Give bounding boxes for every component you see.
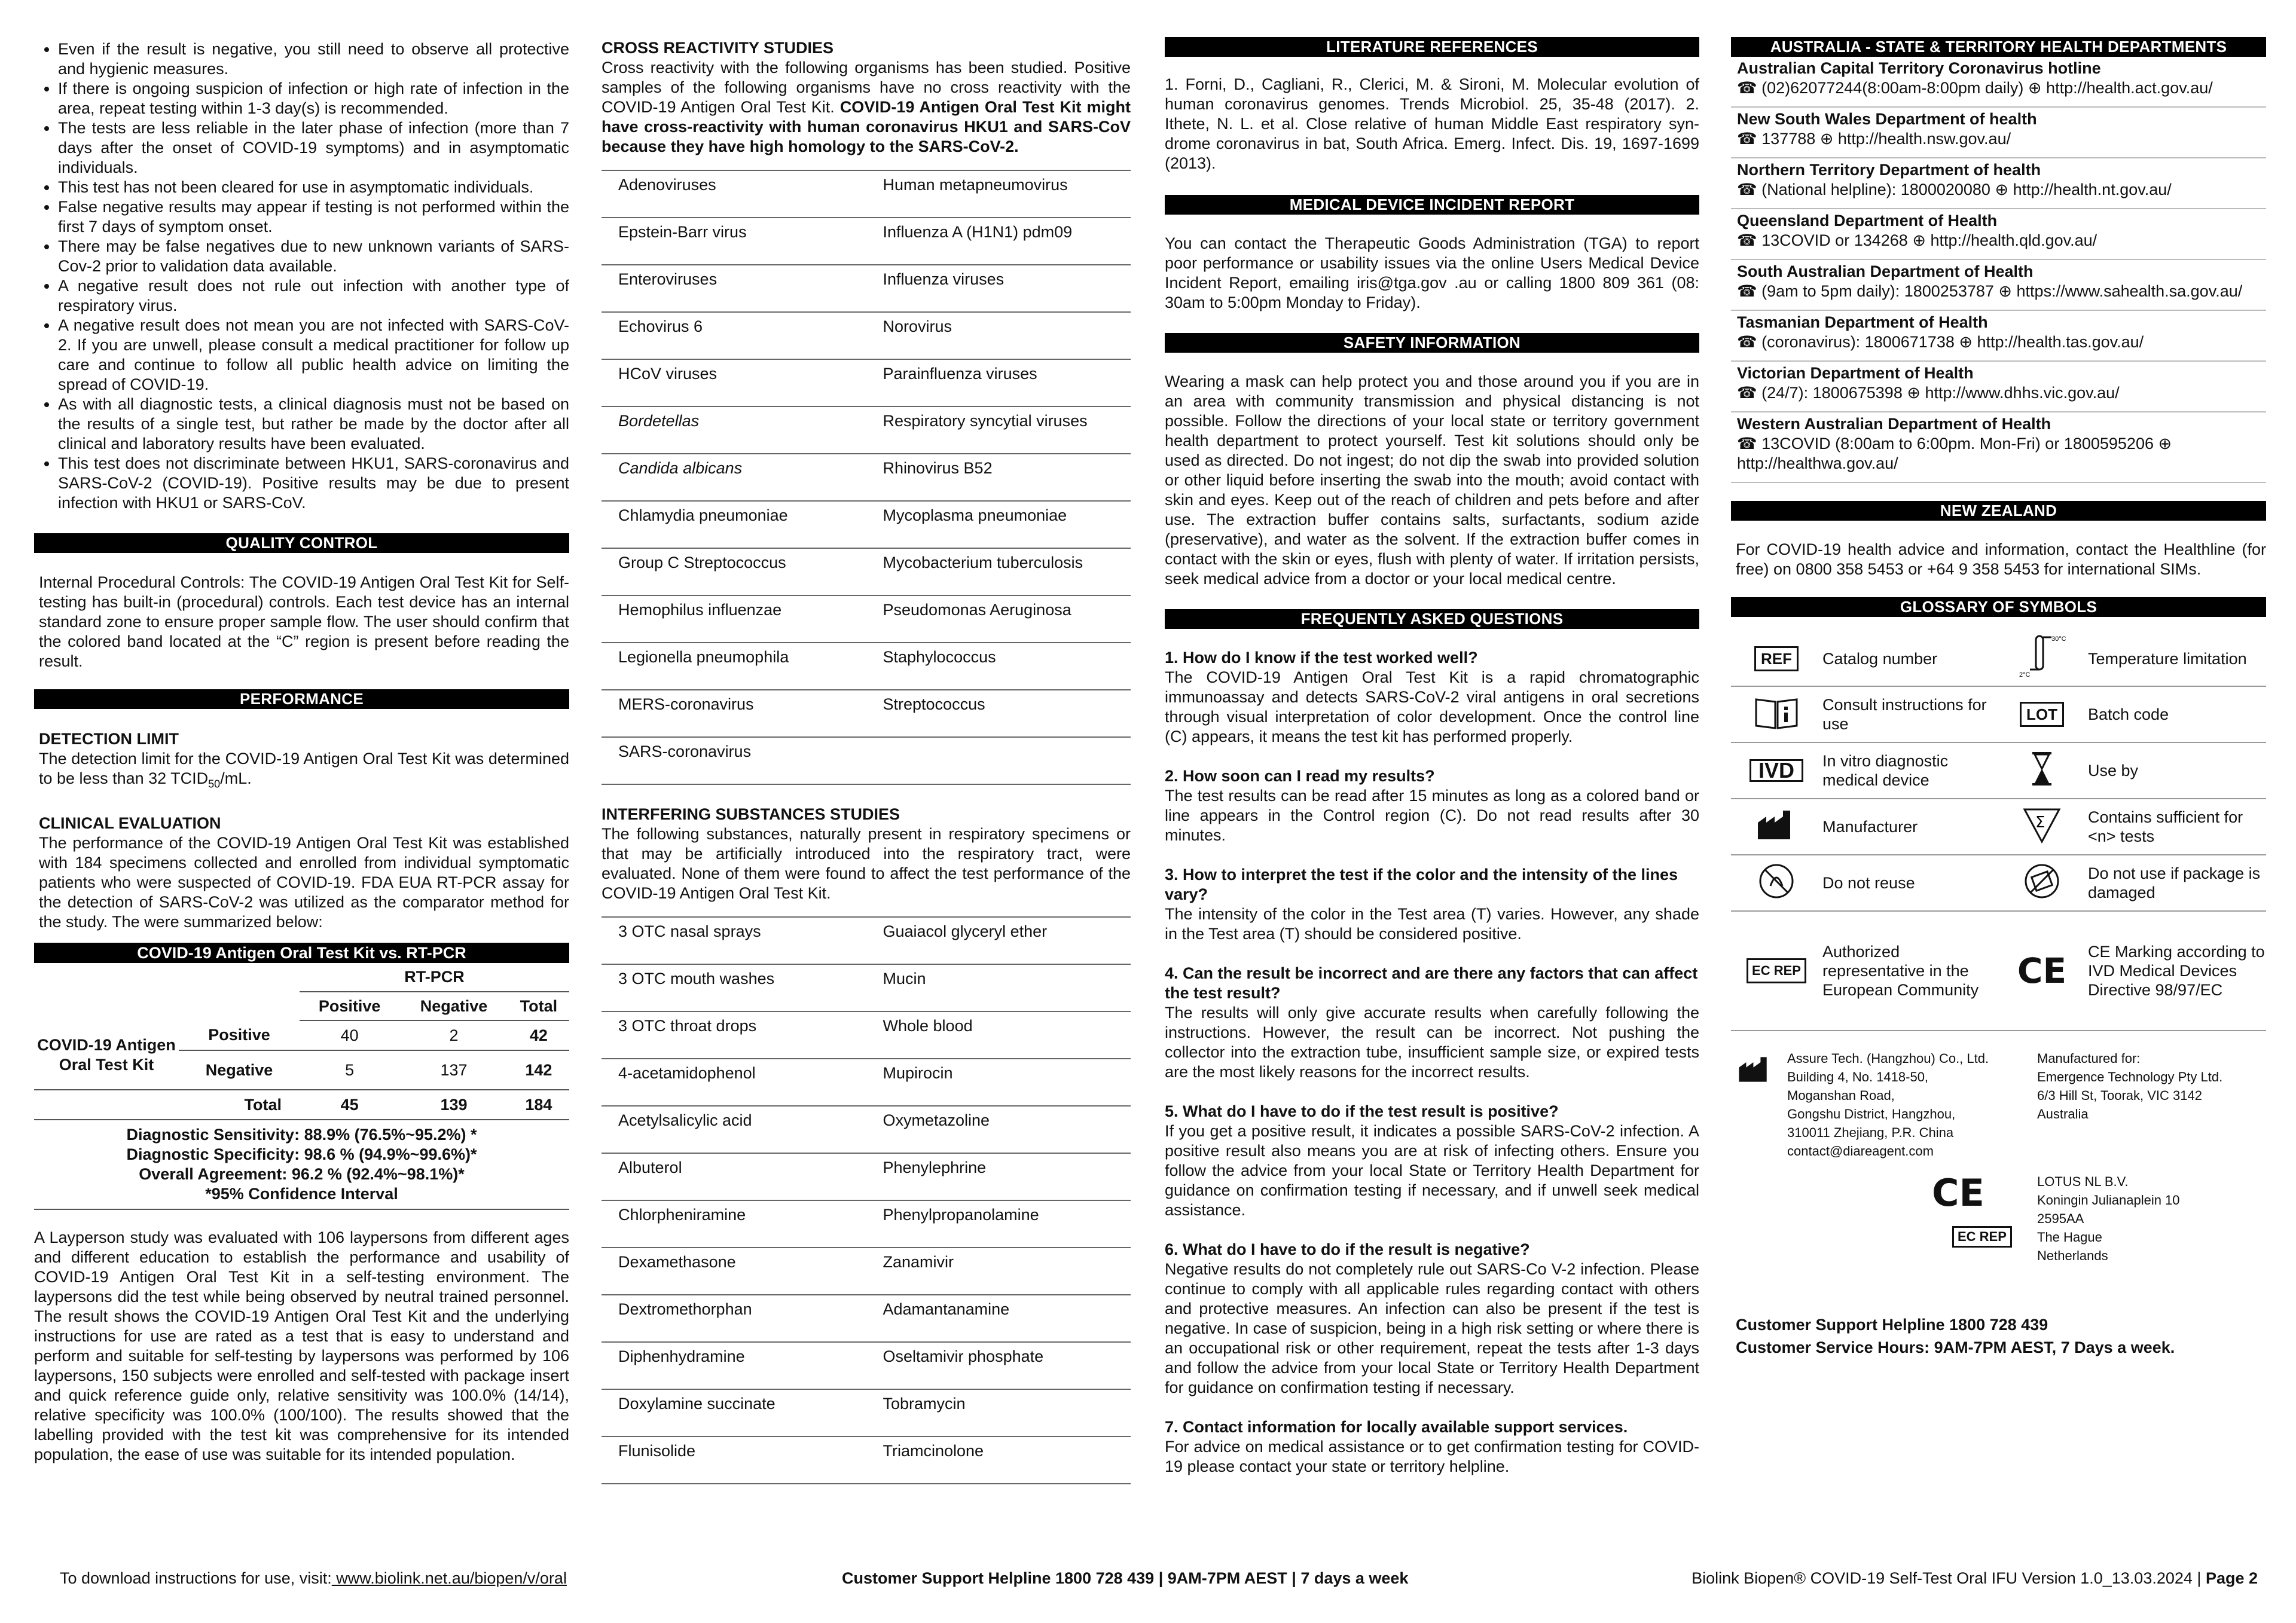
- table-cell: Legionella pneumophila: [602, 643, 866, 690]
- table-cell: Parainfluenza viruses: [866, 359, 1131, 406]
- table-cell: Chlorpheniramine: [602, 1200, 866, 1248]
- department-website[interactable]: http://health.nt.gov.au/: [2013, 181, 2172, 198]
- table-cell: Doxylamine succinate: [602, 1389, 866, 1436]
- symbols-table: [1731, 631, 2266, 1031]
- department-contact: [1737, 332, 2266, 352]
- department-entry: [1731, 108, 2266, 158]
- table-cell: Whole blood: [866, 1011, 1131, 1059]
- department-website[interactable]: https://www.sahealth.sa.gov.au/: [2016, 282, 2243, 300]
- quality-control-text: Internal Procedural Controls: The COVID-19 Antigen Oral Test Kit for Self-testing has built-in (procedural) controls. Each test device has an internal standard zone to ensure proper sample flow. The user should confirm that the colored band located at the “C” region is present before reading the result.: [39, 573, 569, 670]
- table-row: IVD In vitro diagnostic medical device Use by: [1731, 742, 2266, 799]
- department-website[interactable]: http://health.tas.gov.au/: [1977, 333, 2144, 351]
- department-website[interactable]: http://health.nsw.gov.au/: [1837, 130, 2011, 148]
- department-website[interactable]: http://health.qld.gov.au/: [1930, 231, 2097, 249]
- faq-item: 7. Contact information for locally available support services. For advice on medical assistance or to get confirmation testing for COVID-19 please contact your state or territory helpline.: [1165, 1418, 1699, 1475]
- table-cell: SARS-coronavirus: [602, 737, 866, 784]
- table-row: [602, 1248, 1131, 1295]
- col-header: Positive: [300, 992, 399, 1020]
- table-row: [602, 1436, 1131, 1484]
- table-cell: [866, 737, 1131, 784]
- footer-version: Biolink Biopen® COVID-19 Self-Test Oral IFU Version 1.0_13.03.2024 | Page 2: [1692, 1569, 2258, 1587]
- table-row: [602, 501, 1131, 548]
- glossary-heading: GLOSSARY OF SYMBOLS: [1731, 597, 2266, 617]
- table-cell: 4-acetamidophenol: [602, 1059, 866, 1106]
- table-cell: HCoV viruses: [602, 359, 866, 406]
- row-group-label: COVID-19 Antigen Oral Test Kit: [34, 1020, 179, 1090]
- literature-heading: LITERATURE REFERENCES: [1165, 37, 1699, 57]
- table-row: [602, 643, 1131, 690]
- table-cell: Mucin: [866, 964, 1131, 1011]
- table-cell: Mupirocin: [866, 1059, 1131, 1106]
- department-contact: [1737, 180, 2266, 200]
- table-cell: Phenylpropanolamine: [866, 1200, 1131, 1248]
- table-cell: Enteroviruses: [602, 265, 866, 312]
- table-row: Total 45 139 184: [34, 1090, 569, 1120]
- download-link[interactable]: www.biolink.net.au/biopen/v/oral: [331, 1569, 567, 1587]
- faq-item: 5. What do I have to do if the test result is positive? If you get a positive result, it indicates a possible SARS-CoV-2 infection. A positive result also means you are at risk of infecting others. Ensure you follow the advice from your local State or Territory Health Department for guidance on confirmation testing if necessary, and if unwell seek medical assistance.: [1165, 1102, 1699, 1219]
- department-name: Victorian Department of Health: [1737, 364, 1974, 382]
- table-cell: Dexamethasone: [602, 1248, 866, 1295]
- ref-icon: REF: [1731, 631, 1822, 686]
- literature-text: 1. Forni, D., Cagliani, R., Clerici, M. & Sironi, M. Molecular evolution of human coronavirus genomes. Trends Microbiol. 25, 35-48 (2017). 2. Ithete, N. L. et al. Close relative of human Middle East respiratory syn-drome coronavirus in bat, South Africa. Emerg. Infect. Dis. 19, 1697-1699 (2013).: [1165, 75, 1699, 172]
- phone-icon: ☎: [1737, 435, 1762, 453]
- table-cell: 3 OTC nasal sprays: [602, 917, 866, 964]
- table-cell: Adamantanamine: [866, 1295, 1131, 1342]
- table-row: [602, 1389, 1131, 1436]
- limitations-list: [34, 39, 569, 513]
- table-row: [602, 1011, 1131, 1059]
- list-item: • The tests are less reliable in the later phase of infection (more than 7 days after the onset of COVID-19 symptoms) and in asymptomatic individuals.: [58, 118, 569, 178]
- table-row: [602, 595, 1131, 643]
- table-cell: Echovirus 6: [602, 312, 866, 359]
- factory-icon: [1731, 799, 1822, 855]
- svg-text:Σ: Σ: [2035, 813, 2045, 832]
- department-name: Tasmanian Department of Health: [1737, 313, 1988, 331]
- table-cell: Staphylococcus: [866, 643, 1131, 690]
- ec-rep-address: LOTUS NL B.V. Koningin Julianaplein 10 2595AA The Hague Netherlands: [2037, 1174, 2180, 1263]
- list-item: • False negative results may appear if testing is not performed within the first 7 days of symptom onset.: [58, 197, 569, 237]
- cross-reactivity-heading: CROSS REACTIVITY STUDIES: [602, 39, 834, 57]
- clinical-evaluation-heading: CLINICAL EVALUATION: [39, 814, 221, 833]
- table-cell: Group C Streptococcus: [602, 548, 866, 595]
- globe-icon: ⊕: [2028, 79, 2047, 97]
- department-contact: [1737, 383, 2266, 403]
- table-cell: Chlamydia pneumoniae: [602, 501, 866, 548]
- layperson-study-text: A Layperson study was evaluated with 106 laypersons from different ages and different education to establish the performance and usability of COVID-19 Antigen Oral Test Kit in a self-testing environment. The laypersons did the test while being observed by neutral trained personnel. The result shows the COVID-19 Antigen Oral Test Kit and the underlying instructions for use are rated as a test that is easy to understand and perform and suitable for self-testing by laypersons was performed by 106 laypersons, 150 subjects were enrolled and self-tested with package insert and quick reference guide only, relative sensitivity was 100.0% (14/14), relative specificity was 100.0% (100/100). The results showed that the labelling provided with the test kit was comprehensive for its intended population, the ease of use was suitable for its intended population.: [34, 1228, 569, 1464]
- table-cell: Respiratory syncytial viruses: [866, 406, 1131, 454]
- thermometer-icon: [1996, 631, 2087, 686]
- substances-table: [602, 916, 1131, 1484]
- table-row: [602, 312, 1131, 359]
- department-entry: [1731, 158, 2266, 209]
- table-cell: Adenoviruses: [602, 170, 866, 218]
- department-phone: (National helpline): 1800020080: [1761, 181, 1990, 198]
- ivd-icon: IVD: [1731, 742, 1822, 799]
- list-item: • This test does not discriminate between HKU1, SARS-coronavirus and SARS-CoV-2 (COVID-19). Positive results may be due to present infection with HKU1 or SARS-CoV.: [58, 454, 569, 513]
- department-website[interactable]: http://healthwa.gov.au/: [1737, 454, 1898, 472]
- col-header: Total: [508, 992, 569, 1020]
- confidence-note: *95% Confidence Interval: [205, 1185, 398, 1203]
- factory-icon: [1737, 1055, 1773, 1084]
- sensitivity: Diagnostic Sensitivity: 88.9% (76.5%~95.2%) *: [126, 1126, 477, 1144]
- damaged-package-icon: [1996, 855, 2087, 911]
- footer-helpline: Customer Support Helpline 1800 728 439 | 9AM-7PM AEST | 7 days a week: [842, 1569, 1409, 1587]
- quality-control-heading: QUALITY CONTROL: [34, 533, 569, 553]
- manufactured-for-address: Manufactured for: Emergence Technology Pty Ltd. 6/3 Hill St, Toorak, VIC 3142 Australia: [2037, 1051, 2223, 1121]
- table-cell: Mycoplasma pneumoniae: [866, 501, 1131, 548]
- department-phone: 13COVID (8:00am to 6:00pm. Mon-Fri) or 1800595206: [1761, 435, 2154, 453]
- table-cell: 3 OTC mouth washes: [602, 964, 866, 1011]
- department-name: South Australian Department of Health: [1737, 262, 2034, 280]
- department-entry: [1731, 311, 2266, 362]
- table-row: [602, 265, 1131, 312]
- book-info-icon: [1731, 686, 1822, 742]
- phone-icon: ☎: [1737, 181, 1762, 198]
- svg-text:2°C: 2°C: [2019, 671, 2031, 678]
- table-row: [602, 690, 1131, 737]
- table-row: [602, 170, 1131, 218]
- phone-icon: ☎: [1737, 333, 1762, 351]
- list-item: • A negative result does not rule out infection with another type of respiratory virus.: [58, 276, 569, 316]
- globe-icon: ⊕: [1912, 231, 1931, 249]
- department-phone: 137788: [1761, 130, 1816, 148]
- globe-icon: ⊕: [1819, 130, 1838, 148]
- incident-report-heading: MEDICAL DEVICE INCIDENT REPORT: [1165, 195, 1699, 215]
- phone-icon: ☎: [1737, 130, 1762, 148]
- organisms-table: [602, 170, 1131, 785]
- manufacturer-address: Assure Tech. (Hangzhou) Co., Ltd. Building 4, No. 1418-50, Moganshan Road, Gongshu District, Hangzhou, 310011 Zhejiang, P.R. China contact@diareagent.com: [1787, 1051, 1989, 1159]
- service-hours-text: Customer Service Hours: 9AM-7PM AEST, 7 Days a week.: [1736, 1338, 2175, 1356]
- table-cell: Tobramycin: [866, 1389, 1131, 1436]
- department-phone: 13COVID or 134268: [1761, 231, 1908, 249]
- new-zealand-text: For COVID-19 health advice and information, contact the Healthline (for free) on 0800 358 5453 or +64 9 358 5453 for international SIMs.: [1736, 540, 2266, 578]
- ec-rep-icon: EC REP: [1952, 1226, 2012, 1248]
- table-cell: Phenylephrine: [866, 1153, 1131, 1200]
- table-cell: Rhinovirus B52: [866, 454, 1131, 501]
- table-cell: Norovirus: [866, 312, 1131, 359]
- globe-icon: ⊕: [1995, 181, 2013, 198]
- new-zealand-heading: NEW ZEALAND: [1731, 501, 2266, 521]
- department-website[interactable]: http://www.dhhs.vic.gov.au/: [1925, 384, 2120, 402]
- interfering-substances-text: The following substances, naturally present in respiratory specimens or that may be artificially introduced into the respiratory tract, were evaluated. None of them were found to affect the test performance of the COVID-19 Antigen Oral Test Kit.: [602, 825, 1131, 902]
- col-header: Negative: [399, 992, 508, 1020]
- faq-item: 6. What do I have to do if the result is negative? Negative results do not completely rule out SARS-Co V-2 infection. Please continue to comply with all applicable rules regarding contact with others and protective measures. An infection can also be present if the test is negative. In case of suspicion, being in a high risk setting or where there is an occupational risk or other requirement, repeat the tests after 1-3 days and follow the advice from your local State or Territory Health Department for guidance on confirmation testing if necessary.: [1165, 1240, 1699, 1396]
- globe-icon: ⊕: [1959, 333, 1977, 351]
- departments-list: [1731, 57, 2266, 483]
- performance-heading: PERFORMANCE: [34, 689, 569, 709]
- department-contact: [1737, 129, 2266, 149]
- list-item: • As with all diagnostic tests, a clinical diagnosis must not be based on the results of a single test, but rather be made by the doctor after all clinical and laboratory results have been evaluated.: [58, 395, 569, 454]
- department-entry: [1731, 57, 2266, 108]
- department-phone: (9am to 5pm daily): 1800253787: [1761, 282, 1994, 300]
- table-row: [602, 1106, 1131, 1153]
- svg-text:30°C: 30°C: [2051, 635, 2066, 643]
- table-row: [602, 737, 1131, 784]
- department-entry: [1731, 362, 2266, 412]
- table-row: [602, 454, 1131, 501]
- ce-mark-icon: CE: [1932, 1171, 1984, 1215]
- faq-item: 3. How to interpret the test if the color and the intensity of the lines vary? The intensity of the color in the Test area (T) varies. However, any shade in the Test area (T) should be considered positive.: [1165, 866, 1699, 943]
- table-cell: 3 OTC throat drops: [602, 1011, 866, 1059]
- table-cell: Candida albicans: [602, 454, 866, 501]
- interfering-substances-heading: INTERFERING SUBSTANCES STUDIES: [602, 805, 900, 823]
- clinical-evaluation-text: The performance of the COVID-19 Antigen Oral Test Kit was established with 184 specimens collected and enrolled from individual symptomatic patients who were suspected of COVID-19. FDA EUA RT-PCR assay for the detection of SARS-CoV-2 was utilized as the comparator method for the study. The were summarized below:: [39, 834, 569, 931]
- table-cell: Dextromethorphan: [602, 1295, 866, 1342]
- table-row: COVID-19 Antigen Oral Test Kit Positive 40 2 42: [34, 1020, 569, 1050]
- table-cell: Guaiacol glyceryl ether: [866, 917, 1131, 964]
- detection-limit-heading: DETECTION LIMIT: [39, 730, 179, 748]
- list-item: • Even if the result is negative, you still need to observe all protective and hygienic measures.: [58, 39, 569, 79]
- phone-icon: ☎: [1737, 384, 1762, 402]
- faq-heading: FREQUENTLY ASKED QUESTIONS: [1165, 609, 1699, 629]
- department-website[interactable]: http://health.act.gov.au/: [2046, 79, 2213, 97]
- manufacturer-block: [1731, 1049, 2266, 1306]
- rt-pcr-header: RT-PCR: [300, 963, 569, 992]
- department-contact: [1737, 282, 2266, 301]
- performance-table-title: COVID-19 Antigen Oral Test Kit vs. RT-PCR: [34, 943, 569, 963]
- table-cell: Influenza viruses: [866, 265, 1131, 312]
- table-row: [602, 1059, 1131, 1106]
- ce-mark-icon: CE: [1996, 911, 2087, 1031]
- table-cell: Mycobacterium tuberculosis: [866, 548, 1131, 595]
- department-name: Northern Territory Department of health: [1737, 161, 2041, 179]
- overall-agreement: Overall Agreement: 96.2 % (92.4%~98.1%)*: [139, 1165, 465, 1184]
- table-row: [602, 359, 1131, 406]
- cross-reactivity-text: Cross reactivity with the following organisms has been studied. Positive samples of the following organisms have no cross reactivity with the COVID-19 Antigen Oral Test Kit. COVID-19 Antigen Oral Test Kit might have cross-reactivity with human coronavirus HKU1 and SARS-CoV because they have high homology to the SARS-CoV-2.: [602, 59, 1131, 155]
- faq-item: 2. How soon can I read my results? The test results can be read after 15 minutes as long as a colored band or line appears in the Control region (C). Do not read results after 30 minutes.: [1165, 767, 1699, 844]
- department-contact: [1737, 78, 2266, 98]
- table-cell: Oseltamivir phosphate: [866, 1342, 1131, 1389]
- table-cell: Oxymetazoline: [866, 1106, 1131, 1153]
- table-row: [602, 1295, 1131, 1342]
- helpline-text: Customer Support Helpline 1800 728 439: [1736, 1316, 2048, 1334]
- table-cell: Flunisolide: [602, 1436, 866, 1484]
- table-row: Negative 5 137 142: [34, 1050, 569, 1090]
- department-entry: [1731, 209, 2266, 260]
- table-cell: Pseudomonas Aeruginosa: [866, 595, 1131, 643]
- phone-icon: ☎: [1737, 231, 1762, 249]
- table-cell: Acetylsalicylic acid: [602, 1106, 866, 1153]
- list-item: • This test has not been cleared for use in asymptomatic individuals.: [58, 178, 569, 197]
- table-row: [602, 1200, 1131, 1248]
- department-phone: (24/7): 1800675398: [1761, 384, 1903, 402]
- table-row: REF Catalog number 30°C 2°C Temperature limitation: [1731, 631, 2266, 686]
- table-cell: Hemophilus influenzae: [602, 595, 866, 643]
- phone-icon: ☎: [1737, 282, 1762, 300]
- department-name: Western Australian Department of Health: [1737, 415, 2051, 433]
- department-name: New South Wales Department of health: [1737, 110, 2037, 128]
- table-row: EC REP Authorized representative in the European Community CE CE Marking according to IVD Medical Devices Directive 98/97/EC: [1731, 911, 2266, 1031]
- table-row: [602, 406, 1131, 454]
- faq-item: 4. Can the result be incorrect and are there any factors that can affect the test result? The results will only give accurate results when carefully following the instructions. However, the result can be incorrect. Not pushing the collector into the extraction tube, insufficient sample size, or expired tests are the most likely reasons for the incorrect results.: [1165, 964, 1699, 1081]
- globe-icon: ⊕: [1907, 384, 1925, 402]
- department-name: Queensland Department of Health: [1737, 212, 1998, 230]
- column-2: [602, 37, 1131, 1484]
- table-cell: Triamcinolone: [866, 1436, 1131, 1484]
- department-phone: (02)62077244(8:00am-8:00pm daily): [1761, 79, 2024, 97]
- table-cell: Zanamivir: [866, 1248, 1131, 1295]
- australia-departments-heading: AUSTRALIA - STATE & TERRITORY HEALTH DEPARTMENTS: [1731, 37, 2266, 57]
- department-contact: [1737, 231, 2266, 250]
- safety-text: Wearing a mask can help protect you and those around you if you are in an area with community transmission and physical distancing is not possible. Follow the directions of your local state or territory government health department to protect yourself. Test kit solutions should only be used as directed. Do not ingest; do not dip the swab into provided solution or other liquid before inserting the swab into the mouth; avoid contact with skin and eyes. Keep out of the reach of children and pets before and after use. The extraction buffer contains salts, surfactants, sodium azide (preservative), and water as the solvent. If the extraction buffer comes in contact with the skin or eyes, flush with plenty of water. If irritation persists, seek medical advice from a doctor or your local medical centre.: [1165, 372, 1699, 588]
- page-number: Page 2: [2205, 1569, 2258, 1587]
- list-item: • There may be false negatives due to new unknown variants of SARS-Cov-2 prior to validation data available.: [58, 237, 569, 276]
- department-entry: [1731, 412, 2266, 483]
- department-phone: (coronavirus): 1800671738: [1761, 333, 1955, 351]
- column-3: [1165, 37, 1699, 1477]
- table-row: [602, 1342, 1131, 1389]
- globe-icon: ⊕: [1998, 282, 2017, 300]
- table-cell: Epstein-Barr virus: [602, 218, 866, 265]
- lot-icon: LOT: [1996, 686, 2087, 742]
- table-row: [602, 964, 1131, 1011]
- table-cell: Diphenhydramine: [602, 1342, 866, 1389]
- table-row: [602, 548, 1131, 595]
- no-reuse-icon: [1731, 855, 1822, 911]
- sigma-icon: [1996, 799, 2087, 855]
- table-row: [602, 218, 1131, 265]
- table-cell: Albuterol: [602, 1153, 866, 1200]
- performance-table: [34, 963, 569, 1120]
- safety-heading: SAFETY INFORMATION: [1165, 333, 1699, 353]
- footer-download: To download instructions for use, visit: www.biolink.net.au/biopen/v/oral: [60, 1569, 567, 1587]
- table-row: Consult instructions for use LOT Batch code: [1731, 686, 2266, 742]
- department-name: Australian Capital Territory Coronavirus hotline: [1737, 59, 2101, 77]
- ec-rep-icon: EC REP: [1731, 911, 1822, 1031]
- specificity: Diagnostic Specificity: 98.6 % (94.9%~99.6%)*: [126, 1145, 477, 1164]
- hourglass-icon: [1996, 742, 2087, 799]
- list-item: • If there is ongoing suspicion of infection or high rate of infection in the area, repeat testing within 1-3 day(s) is recommended.: [58, 79, 569, 118]
- table-cell: Bordetellas: [602, 406, 866, 454]
- department-contact: [1737, 434, 2266, 473]
- incident-report-text: You can contact the Therapeutic Goods Administration (TGA) to report poor performance or usability issues via the online Users Medical Device Incident Report, emailing iris@tga.gov .au or calling 1800 809 361 (08: 30am to 5:00pm Monday to Friday).: [1165, 234, 1699, 311]
- table-row: [602, 1153, 1131, 1200]
- list-item: • A negative result does not mean you are not infected with SARS-CoV-2. If you are unwell, please consult a medical practitioner for follow up care and continue to follow all public health advice on limiting the spread of COVID-19.: [58, 316, 569, 395]
- table-row: Manufacturer Σ Contains sufficient for <n> tests: [1731, 799, 2266, 855]
- phone-icon: ☎: [1737, 79, 1762, 97]
- faq-item: 1. How do I know if the test worked well? The COVID-19 Antigen Oral Test Kit is a rapid chromatographic immunoassay and detects SARS-CoV-2 viral antigens in oral secretions through visual interpretation of color development. Once the control line (C) appears, it means the test kit has performed properly.: [1165, 649, 1699, 745]
- column-1: [34, 37, 569, 1465]
- globe-icon: ⊕: [2158, 435, 2172, 453]
- column-4: [1731, 37, 2266, 1359]
- table-cell: MERS-coronavirus: [602, 690, 866, 737]
- table-row: [602, 917, 1131, 964]
- table-cell: Streptococcus: [866, 690, 1131, 737]
- table-cell: Influenza A (H1N1) pdm09: [866, 218, 1131, 265]
- table-row: Do not reuse Do not use if package is damaged: [1731, 855, 2266, 911]
- detection-limit-text: The detection limit for the COVID-19 Antigen Oral Test Kit was determined to be less than 32 $TCID_{50}/mL$.: [39, 750, 569, 790]
- table-cell: Human metapneumovirus: [866, 170, 1131, 218]
- department-entry: [1731, 260, 2266, 311]
